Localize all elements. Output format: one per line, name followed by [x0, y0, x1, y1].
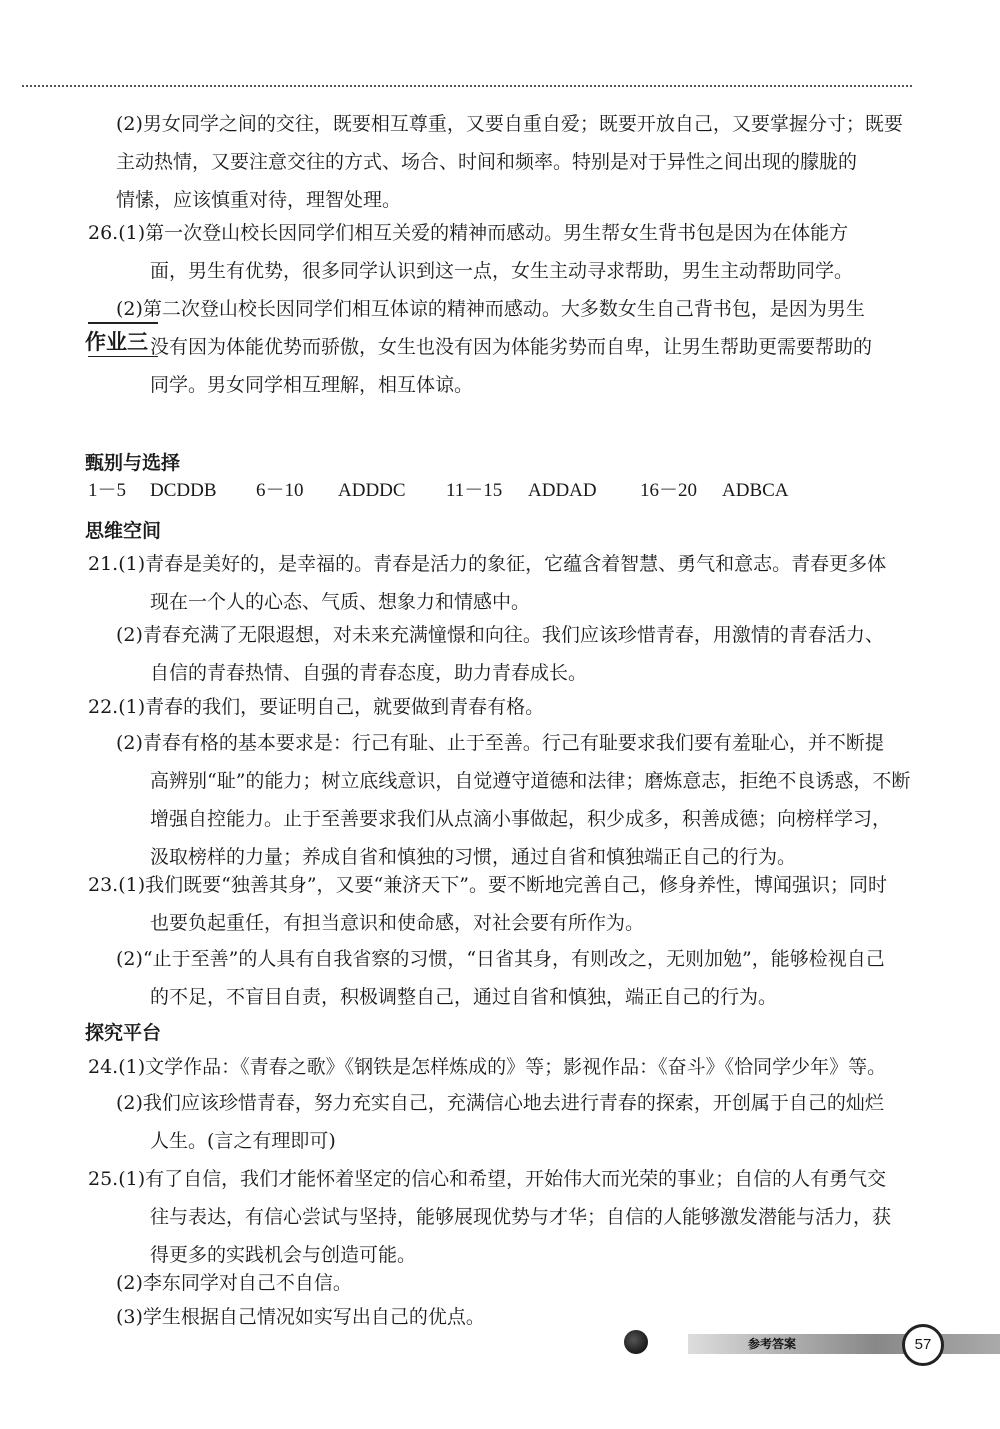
answer-range: 11－15	[446, 480, 503, 501]
text-line: (2)我们应该珍惜青春，努力充实自己，充满信心地去进行青春的探索，开创属于自己的灿烂	[116, 1092, 884, 1114]
text-line: 面，男生有优势，很多同学认识到这一点，女生主动寻求帮助，男生主动帮助同学。	[150, 260, 854, 282]
q21-part2	[116, 616, 884, 692]
text-line: (2)青春有格的基本要求是：行己有耻、止于至善。行己有耻要求我们要有羞耻心，并不断提	[116, 732, 884, 754]
text-line: 得更多的实践机会与创造可能。	[150, 1244, 417, 1266]
text-line: 情愫，应该慎重对待，理智处理。	[116, 189, 402, 211]
answer-key: ADDDC	[338, 480, 406, 501]
text-line: 25.(1)有了自信，我们才能怀着坚定的信心和希望，开始伟大而光荣的事业；自信的人有勇气交	[88, 1168, 887, 1190]
q24-part2	[116, 1084, 884, 1160]
q21-part1	[88, 545, 886, 621]
text-line: 同学。男女同学相互理解，相互体谅。	[150, 374, 474, 396]
answer-key: ADBCA	[722, 480, 789, 501]
footer-bar	[688, 1334, 1000, 1354]
choice-answers	[88, 478, 802, 504]
q26-part1	[88, 214, 853, 290]
q23-part2	[116, 940, 885, 1016]
text-line: 主动热情，又要注意交往的方式、场合、时间和频率。特别是对于异性之间出现的朦胧的	[116, 151, 858, 173]
q25-explore-part2	[116, 1264, 352, 1302]
q23-part1	[88, 866, 887, 942]
text-line: 现在一个人的心态、气质、想象力和情感中。	[150, 591, 531, 613]
text-line: (2)李东同学对自己不自信。	[116, 1272, 352, 1294]
section-choice-title: 甄别与选择	[85, 452, 181, 474]
homework-title-rule-bottom	[88, 356, 158, 357]
text-line: 21.(1)青春是美好的，是幸福的。青春是活力的象征，它蕴含着智慧、勇气和意志。青春更多体	[88, 553, 887, 575]
q25-explore-part3	[116, 1298, 485, 1336]
section-thinking-title: 思维空间	[85, 520, 162, 542]
answer-range: 1－5	[88, 480, 127, 501]
q22-part2	[116, 724, 910, 876]
q22-part1	[88, 688, 544, 726]
text-line: 高辨别“耻”的能力；树立底线意识，自觉遵守道德和法律；磨炼意志，拒绝不良诱惑，不断	[150, 770, 911, 792]
homework-title-rule-top	[88, 322, 158, 324]
top-dotted-rule	[22, 85, 912, 87]
text-line: (3)学生根据自己情况如实写出自己的优点。	[116, 1306, 485, 1328]
text-line: 23.(1)我们既要“独善其身”，又要“兼济天下”。要不断地完善自己，修身养性，博闻强识；同时	[88, 874, 887, 896]
answer-range: 16－20	[640, 480, 698, 501]
text-line: 汲取榜样的力量；养成自省和慎独的习惯，通过自省和慎独端正自己的行为。	[150, 846, 797, 868]
page-footer	[618, 1320, 1000, 1380]
answer-key: ADDAD	[528, 480, 597, 501]
q25-explore-part1	[88, 1160, 891, 1274]
text-line: 22.(1)青春的我们，要证明自己，就要做到青春有格。	[88, 696, 545, 718]
text-line: 自信的青春热情、自强的青春态度，助力青春成长。	[150, 662, 588, 684]
text-line: 的不足，不盲目自责，积极调整自己，通过自省和慎独，端正自己的行为。	[150, 986, 778, 1008]
page-number: 57	[902, 1324, 944, 1366]
text-line: (2)“止于至善”的人具有自我省察的习惯，“日省其身，有则改之，无则加勉”，能够检视自己	[116, 948, 885, 970]
q24-part1	[88, 1048, 886, 1086]
text-line: 24.(1)文学作品：《青春之歌》《钢铁是怎样炼成的》等；影视作品：《奋斗》《恰同学少年》等。	[88, 1056, 887, 1078]
text-line: 人生。(言之有理即可)	[150, 1130, 336, 1152]
q26-part2	[116, 290, 872, 404]
footer-label: 参考答案	[748, 1337, 797, 1351]
text-line: (2)第二次登山校长因同学们相互体谅的精神而感动。大多数女生自己背书包，是因为男生	[116, 298, 865, 320]
text-line: 26.(1)第一次登山校长因同学们相互关爱的精神而感动。男生帮女生背书包是因为在体能方	[88, 222, 849, 244]
answer-range: 6－10	[256, 480, 304, 501]
homework-three-title: 作业三	[85, 330, 148, 354]
text-line: 也要负起重任，有担当意识和使命感，对社会要有所作为。	[150, 912, 645, 934]
text-line: 没有因为体能优势而骄傲，女生也没有因为体能劣势而自卑，让男生帮助更需要帮助的	[150, 336, 873, 358]
answer-key: DCDDB	[150, 480, 217, 501]
text-line: (2)青春充满了无限遐想，对未来充满憧憬和向往。我们应该珍惜青春，用激情的青春活力、	[116, 624, 884, 646]
section-explore-title: 探究平台	[85, 1022, 162, 1044]
q25-part2	[116, 105, 903, 219]
text-line: 往与表达，有信心尝试与坚持，能够展现优势与才华；自信的人能够激发潜能与活力，获	[150, 1206, 892, 1228]
sun-icon	[624, 1330, 648, 1354]
text-line: 增强自控能力。止于至善要求我们从点滴小事做起，积少成多，积善成德；向榜样学习，	[150, 808, 892, 830]
text-line: (2)男女同学之间的交往，既要相互尊重，又要自重自爱；既要开放自己，又要掌握分寸；既要	[116, 113, 903, 135]
